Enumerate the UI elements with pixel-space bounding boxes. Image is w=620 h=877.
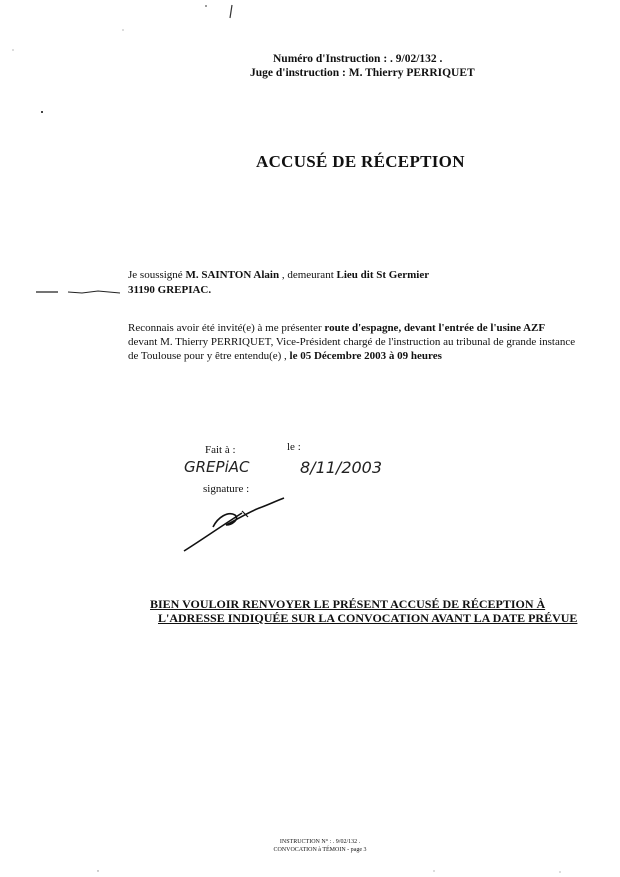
paragraph-appointment: le 05 Décembre 2003 à 09 heures bbox=[289, 350, 442, 362]
instruction-number: 9/02/132 . bbox=[395, 53, 443, 65]
paragraph-l3-pre: de Toulouse pour y être entendu(e) , bbox=[128, 350, 287, 362]
paragraph-l1-location: route d'espagne, devant l'entrée de l'usine AZF bbox=[324, 322, 546, 334]
paragraph-l1-pre: Reconnais avoir été invité(e) à me présenter bbox=[128, 322, 322, 334]
footer-line-2: CONVOCATION à TÉMOIN - page 3 bbox=[273, 847, 367, 853]
fait-label: Fait à : bbox=[205, 444, 236, 456]
declaration-middle: , demeurant bbox=[281, 269, 334, 281]
instruction-number-line bbox=[273, 52, 442, 66]
declaration-line bbox=[128, 268, 429, 282]
declaration-prefix: Je soussigné bbox=[128, 269, 183, 281]
handwritten-date: 8/11/2003 bbox=[300, 458, 383, 477]
le-label: le : bbox=[287, 441, 301, 453]
address-line1: Lieu dit St Germier bbox=[336, 269, 430, 281]
footer-line-1: INSTRUCTION N° : . 9/02/132 . bbox=[279, 839, 361, 845]
handwritten-place: GREPiAC bbox=[184, 458, 250, 476]
judge-label: Juge d'instruction : bbox=[250, 67, 346, 79]
paragraph-line-2: devant M. Thierry PERRIQUET, Vice-Président chargé de l'instruction au tribunal de grande instance bbox=[128, 336, 576, 348]
signature-label: signature : bbox=[203, 483, 250, 495]
judge-name: M. Thierry PERRIQUET bbox=[348, 67, 475, 79]
paragraph-line-1 bbox=[128, 321, 545, 335]
document-title: ACCUSÉ DE RÉCEPTION bbox=[256, 152, 465, 171]
declarant-name: M. SAINTON Alain bbox=[185, 269, 280, 281]
notice-line-1: BIEN VOULOIR RENVOYER LE PRÉSENT ACCUSÉ DE RÉCEPTION À bbox=[150, 597, 546, 611]
signature-scribble bbox=[180, 495, 290, 555]
judge-line bbox=[250, 66, 475, 80]
address-line2: 31190 GREPIAC. bbox=[128, 284, 212, 296]
instruction-label: Numéro d'Instruction : . bbox=[273, 53, 393, 65]
paragraph-line-3 bbox=[128, 349, 442, 363]
notice-line-2: L'ADRESSE INDIQUÉE SUR LA CONVOCATION AVANT LA DATE PRÉVUE bbox=[158, 611, 578, 625]
